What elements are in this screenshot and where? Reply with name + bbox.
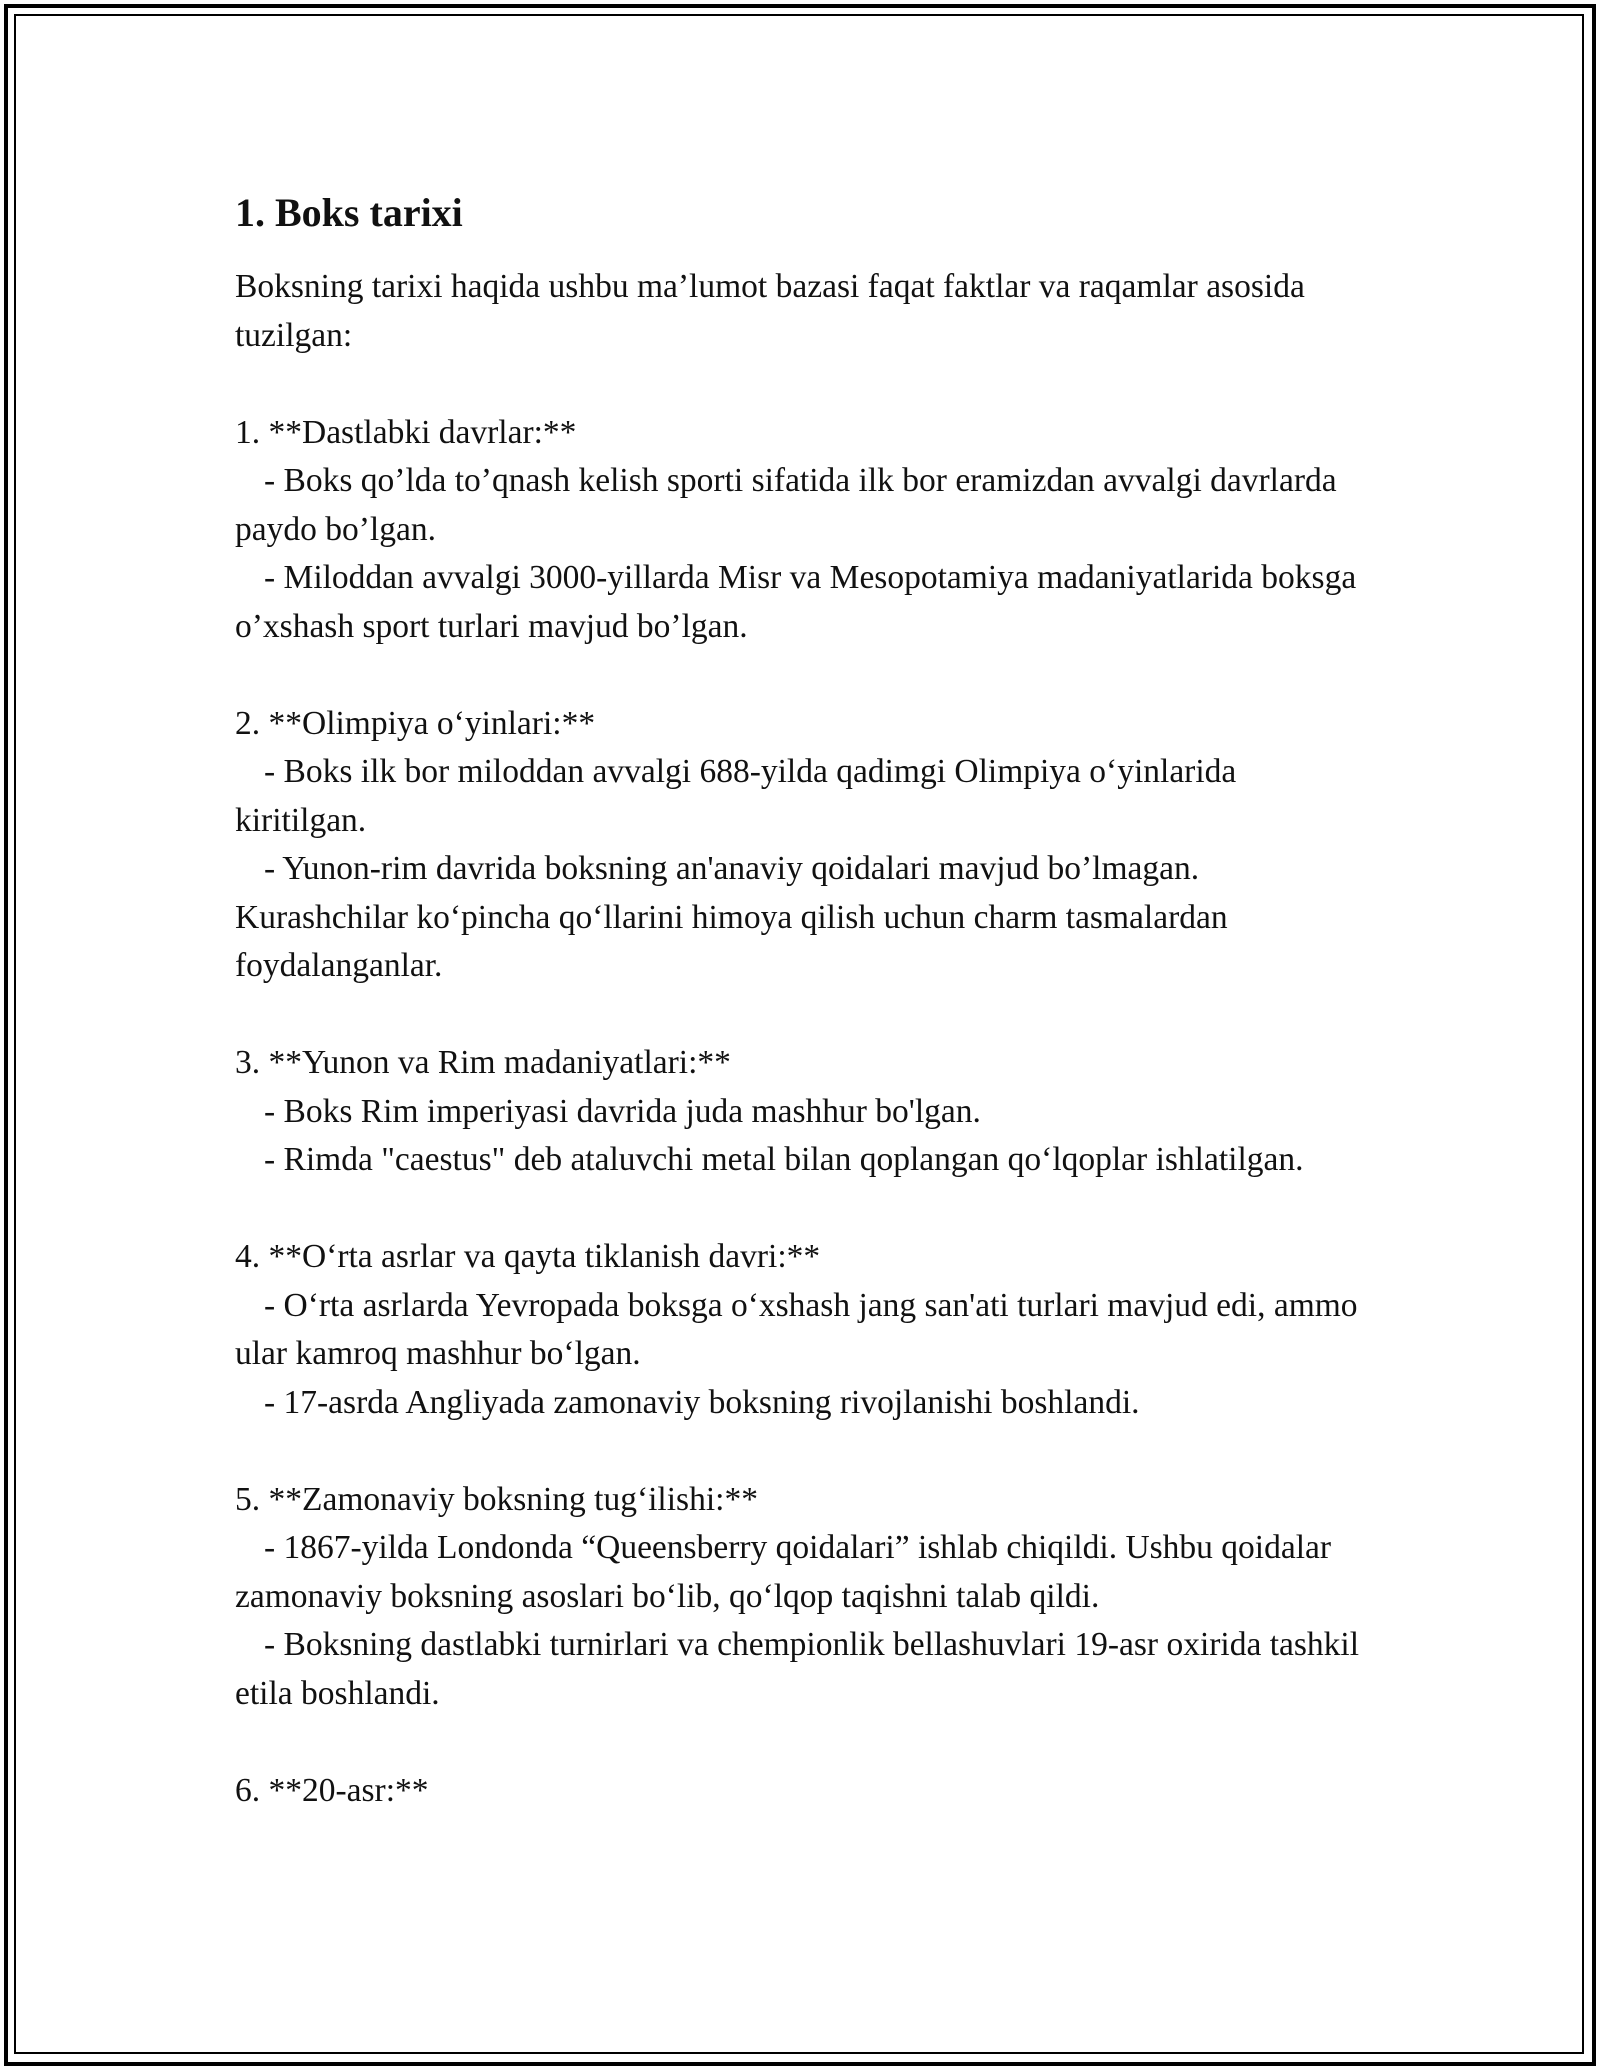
section-heading: 3. **Yunon va Rim madaniyatlari:**: [235, 1044, 731, 1081]
section-early-periods: [235, 409, 1375, 652]
section-bullet: - Rimda "caestus" deb ataluvchi metal bilan qoplangan qo‘lqoplar ishlatilgan.: [264, 1141, 1304, 1178]
section-bullet: - 17-asrda Angliyada zamonaviy boksning rivojlanishi boshlandi.: [264, 1383, 1140, 1421]
section-bullet: - Boks ilk bor miloddan avvalgi 688-yilda qadimgi Olimpiya o‘yinlarida kiritilgan.: [235, 753, 1237, 839]
section-heading: 5. **Zamonaviy boksning tug‘ilishi:**: [235, 1480, 758, 1518]
section-greek-roman: [235, 1039, 1375, 1185]
section-bullet: - Boks qo’lda to’qnash kelish sporti sifatida ilk bor eramizdan avvalgi davrlarda paydo bo’lgan.: [235, 462, 1337, 548]
section-bullet: - Yunon-rim davrida boksning an'anaviy qoidalari mavjud bo’lmagan. Kurashchilar ko‘pincha qo‘llarini himoya qilish uchun charm tasmalardan foydalanganlar.: [235, 850, 1228, 984]
section-20th-century: [235, 1767, 1375, 1816]
document-body: [235, 185, 1375, 1864]
section-heading: 4. **O‘rta asrlar va qayta tiklanish davri:**: [235, 1238, 821, 1275]
section-heading: 1. **Dastlabki davrlar:**: [235, 413, 577, 451]
section-bullet: - 1867-yilda Londonda “Queensberry qoidalari” ishlab chiqildi. Ushbu qoidalar zamonaviy boksning asoslari bo‘lib, qo‘lqop taqishni talab qildi.: [235, 1529, 1332, 1615]
section-bullet: - Boks Rim imperiyasi davrida juda mashhur bo'lgan.: [264, 1092, 981, 1130]
section-bullet: - Miloddan avvalgi 3000-yillarda Misr va Mesopotamiya madaniyatlarida boksga o’xshash sport turlari mavjud bo’lgan.: [235, 559, 1357, 645]
intro-paragraph: Boksning tarixi haqida ushbu ma’lumot bazasi faqat faktlar va raqamlar asosida tuzilgan:: [235, 268, 1305, 354]
section-bullet: - O‘rta asrlarda Yevropada boksga o‘xshash jang san'ati turlari mavjud edi, ammo ular kamroq mashhur bo‘lgan.: [235, 1286, 1358, 1372]
section-olympic-games: [235, 700, 1375, 991]
section-heading: 2. **Olimpiya o‘yinlari:**: [235, 704, 596, 742]
section-heading: 6. **20-asr:**: [235, 1771, 429, 1809]
section-modern-boxing: [235, 1476, 1375, 1719]
section-bullet: - Boksning dastlabki turnirlari va chempionlik bellashuvlari 19-asr oxirida tashkil etila boshlandi.: [235, 1626, 1360, 1712]
document-title: 1. Boks tarixi: [235, 190, 463, 235]
section-middle-ages: [235, 1233, 1375, 1427]
